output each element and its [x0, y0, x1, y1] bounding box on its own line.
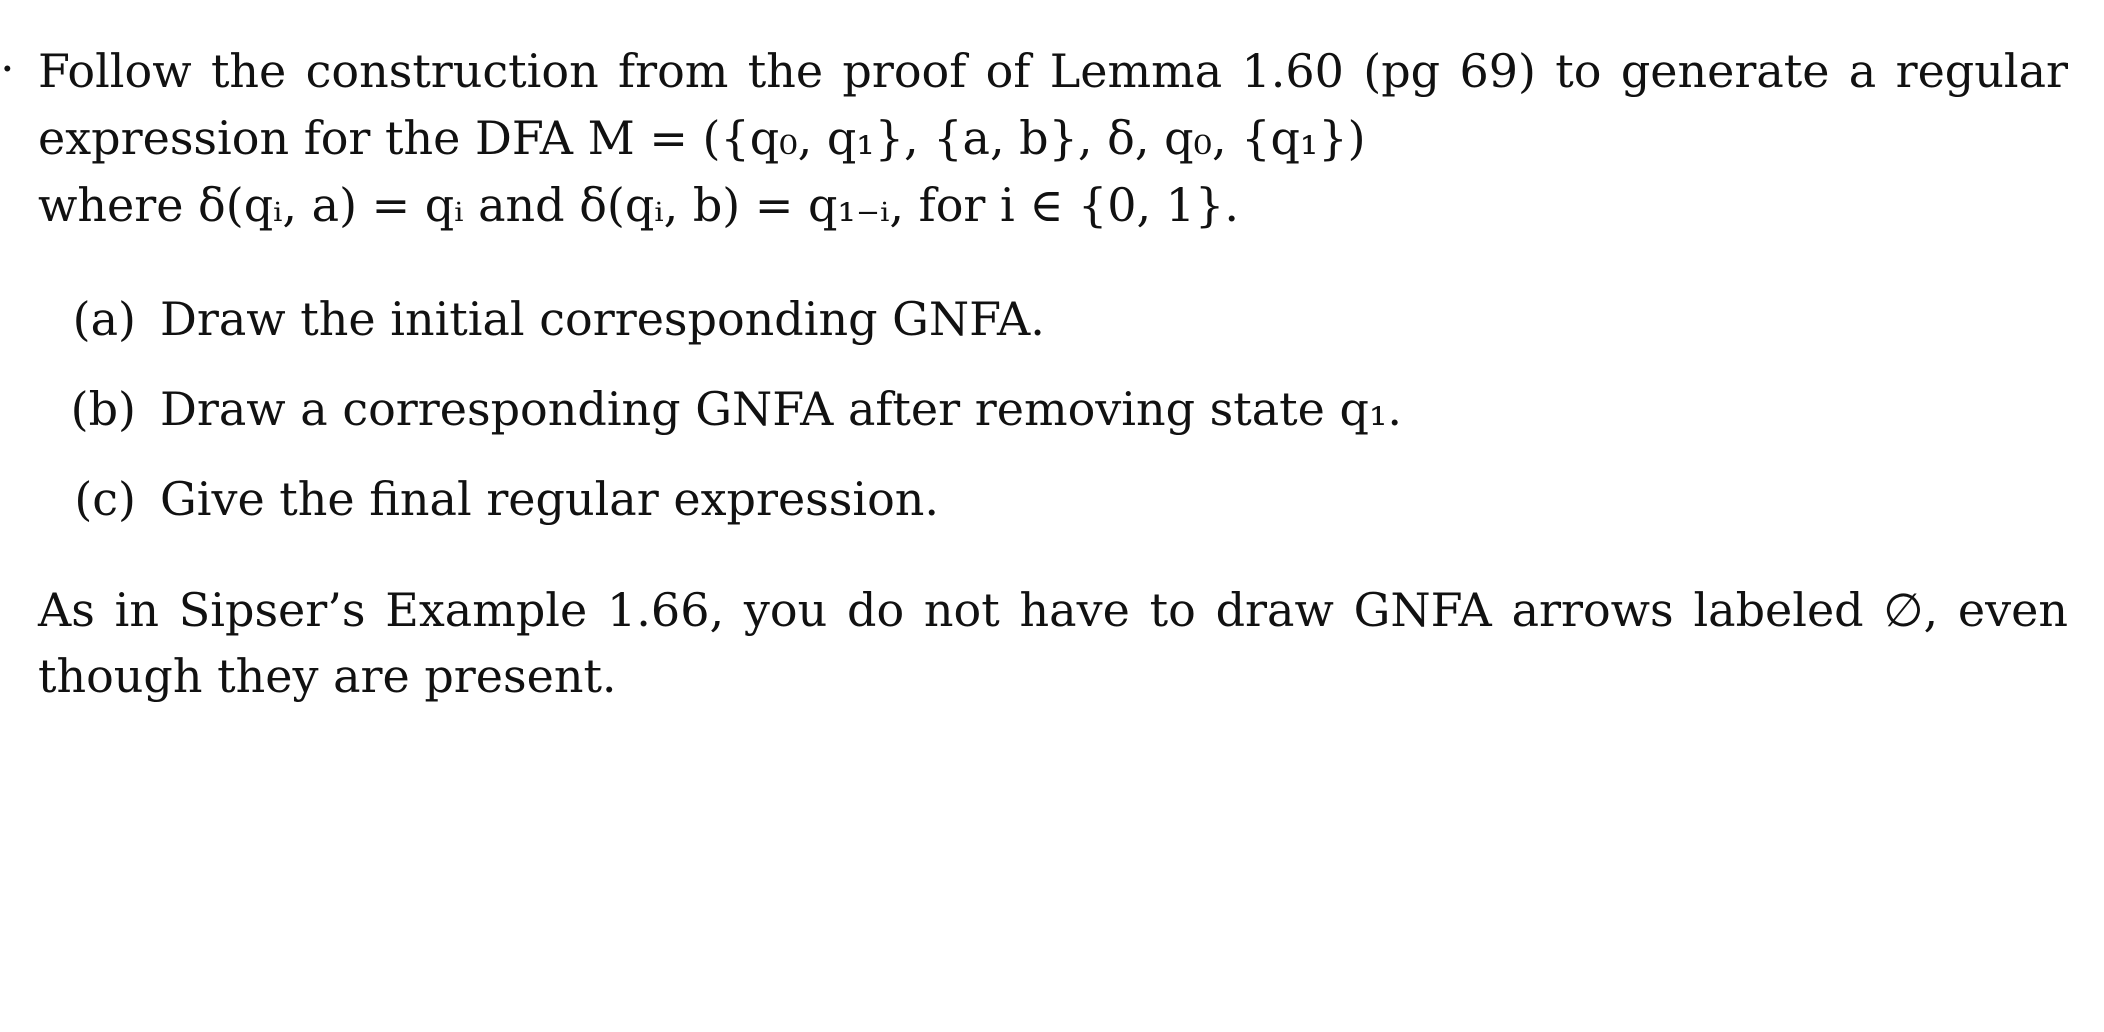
part-c-label: (c): [74, 472, 136, 526]
part-a-label: (a): [72, 292, 136, 346]
problem-intro-line-1: Follow the construction from the proof of Lemma 1.60 (pg 69) to generate a regular: [38, 44, 2068, 98]
part-b: [38, 376, 1402, 442]
problem-number-marker: .: [0, 28, 15, 82]
part-c-text: Give the final regular expression.: [160, 472, 940, 526]
part-b-text: Draw a corresponding GNFA after removing state q₁.: [160, 382, 1403, 436]
part-a: [38, 286, 1045, 352]
note-line-1: As in Sipser’s Example 1.66, you do not have to draw GNFA arrows labeled ∅, even: [38, 583, 2068, 637]
part-b-label: (b): [70, 382, 136, 436]
problem-intro-line-3: where δ(qᵢ, a) = qᵢ and δ(qᵢ, b) = q₁₋ᵢ, for i ∈ {0, 1}.: [38, 178, 1239, 232]
problem-intro-line-2: expression for the DFA M = ({q₀, q₁}, {a, b}, δ, q₀, {q₁}): [38, 111, 1366, 165]
part-a-text: Draw the initial corresponding GNFA.: [160, 292, 1045, 346]
note-line-2: though they are present.: [38, 649, 617, 703]
part-c: [38, 466, 939, 532]
